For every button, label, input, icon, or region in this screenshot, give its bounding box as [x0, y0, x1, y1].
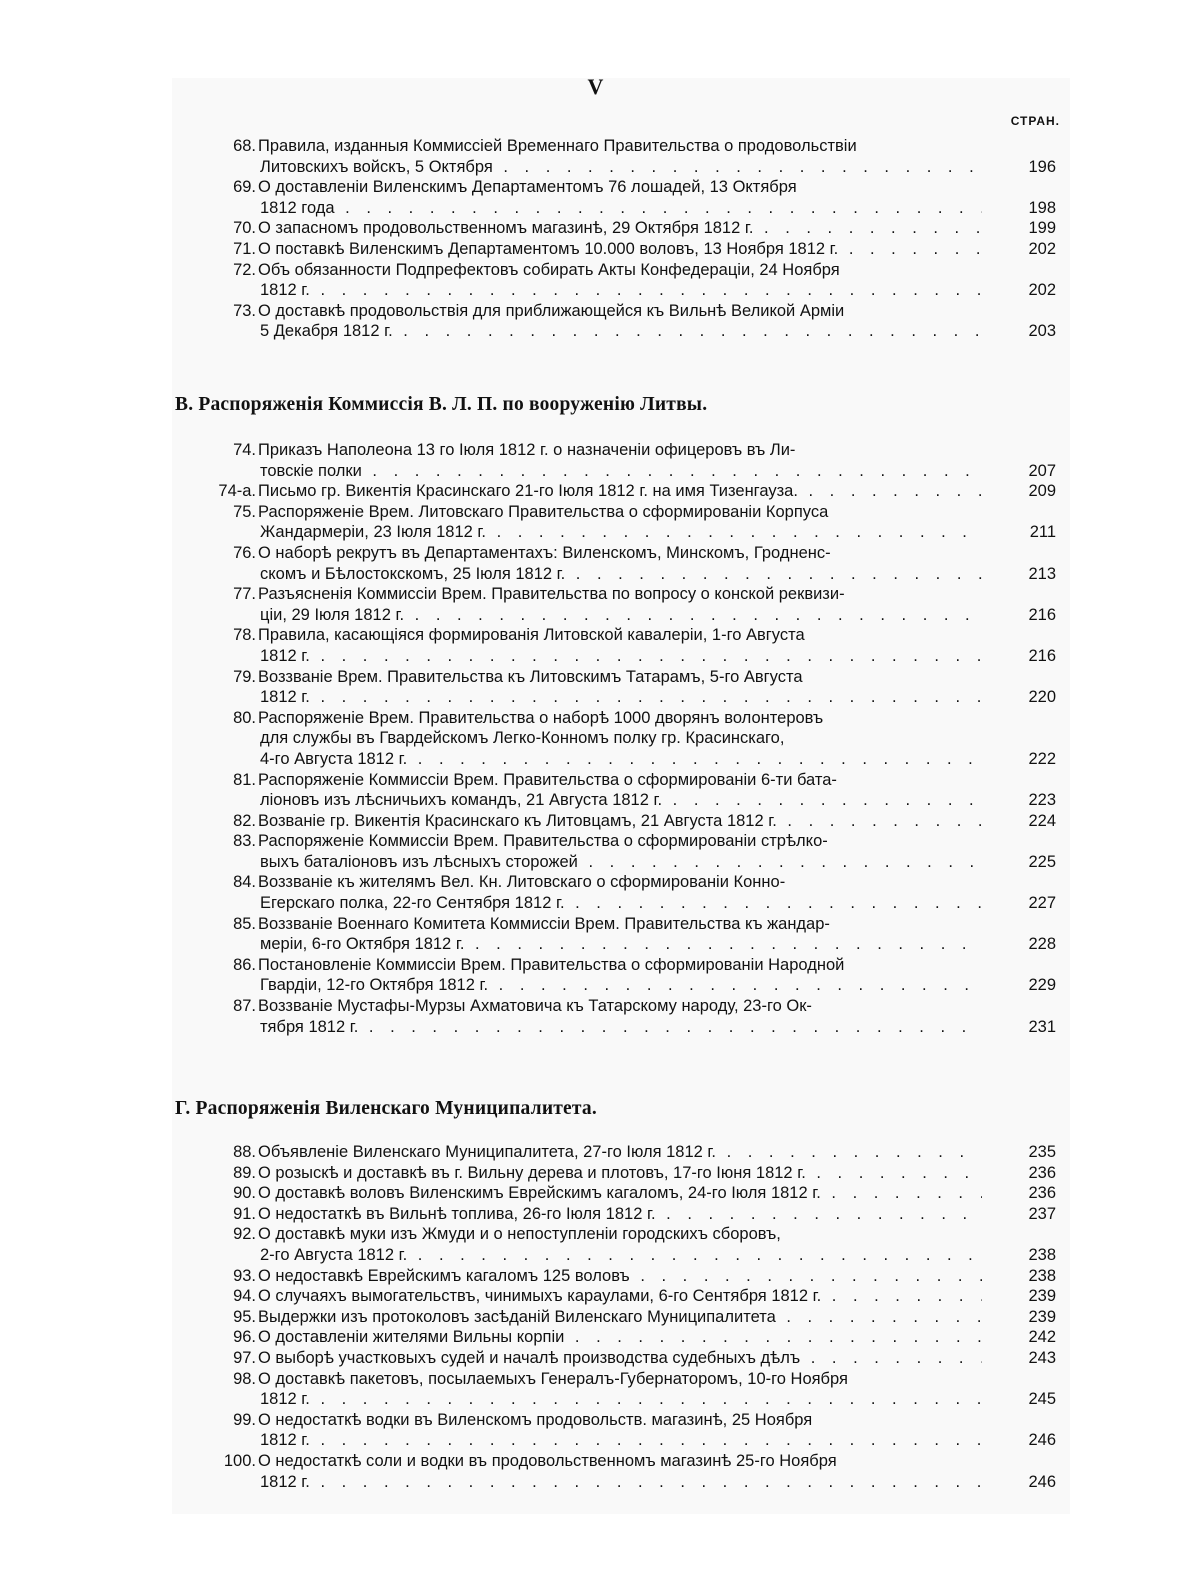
entry-page-number: 213 — [1028, 564, 1056, 583]
entry-title-line: Выдержки изъ протоколовъ засѣданій Виленскаго Муниципалитета . . . — [258, 1307, 982, 1328]
entry-title-line: Распоряженіе Коммиссіи Врем. Правительства о сформированіи стрѣлко- — [258, 832, 828, 851]
entry-title-line: Правила, изданныя Коммиссіей Временнаго Правительства о продовольствіи — [258, 137, 857, 155]
entry-title-line: тября 1812 г. . . . — [258, 1017, 982, 1038]
entry-title-line: О запасномъ продовольственномъ магазинѣ, 29 Октября 1812 г. . . . — [258, 218, 982, 239]
entry-number: 91. — [233, 1204, 256, 1223]
toc-entry[interactable] — [200, 1451, 1060, 1492]
entry-page-number: 229 — [1028, 976, 1056, 995]
entry-page-number: 237 — [1028, 1204, 1056, 1223]
toc-entry[interactable] — [200, 625, 1060, 666]
entry-title — [258, 239, 982, 260]
section-title-v: В. Распоряженія Коммиссія В. Л. П. по вооруженію Литвы. — [175, 394, 708, 415]
entry-page-number: 220 — [1028, 688, 1056, 707]
entry-title-line: О доставкѣ муки изъ Жмуди и о непоступленіи городскихъ сборовъ, — [258, 1225, 781, 1244]
section-title-g: Г. Распоряженія Виленскаго Муниципалитета. — [175, 1098, 597, 1119]
entry-title — [258, 914, 982, 955]
toc-entry[interactable] — [200, 914, 1060, 955]
entry-title-line: 4-го Августа 1812 г. . . . — [258, 749, 982, 770]
toc-entry[interactable] — [200, 1142, 1060, 1163]
toc-entry[interactable] — [200, 1204, 1060, 1225]
toc-entry[interactable] — [200, 667, 1060, 708]
entry-title-line: Распоряженіе Коммиссіи Врем. Правительства о сформированіи 6-ти бата- — [258, 770, 837, 789]
entry-title — [258, 584, 982, 625]
entry-number: 97. — [233, 1348, 256, 1367]
entry-title — [258, 955, 982, 996]
entry-title-line: 5 Декабря 1812 г. . . . — [258, 321, 982, 342]
entry-number: 75. — [233, 502, 256, 521]
entry-title — [258, 440, 982, 481]
entry-title-line: Воззваніе Военнаго Комитета Коммиссіи Врем. Правительства къ жандар- — [258, 914, 830, 933]
toc-entry[interactable] — [200, 1163, 1060, 1184]
entry-title-line: О поставкѣ Виленскимъ Департаментомъ 10.000 воловъ, 13 Ноября 1812 г. . . . — [258, 239, 982, 260]
entry-title — [258, 1307, 982, 1328]
toc-entry[interactable] — [200, 955, 1060, 996]
entry-number: 93. — [233, 1266, 256, 1285]
entry-title-line: Жандармеріи, 23 Іюля 1812 г. . . . — [258, 522, 982, 543]
toc-entry[interactable] — [200, 770, 1060, 811]
entry-page-number: 216 — [1028, 605, 1056, 624]
entry-page-number: 223 — [1028, 791, 1056, 810]
entry-title-line: О доставкѣ продовольствія для приближающейся къ Вильнѣ Великой Арміи — [258, 301, 845, 320]
entry-number: 99. — [233, 1410, 256, 1429]
entry-page-number: 231 — [1028, 1017, 1056, 1036]
entry-title-line: 1812 г. . . . — [258, 687, 982, 708]
entry-title-line: О розыскѣ и доставкѣ въ г. Вильну дерева и плотовъ, 17-го Іюня 1812 г. . . . — [258, 1163, 982, 1184]
toc-entry[interactable] — [200, 239, 1060, 260]
toc-entry[interactable] — [200, 872, 1060, 913]
entry-number: 82. — [233, 811, 256, 830]
entry-number: 89. — [233, 1163, 256, 1182]
toc-entry[interactable] — [200, 1327, 1060, 1348]
entry-title-line: 1812 г. . . . — [258, 1430, 982, 1451]
toc-entry[interactable] — [200, 260, 1060, 301]
entry-page-number: 238 — [1028, 1245, 1056, 1264]
entry-page-number: 235 — [1028, 1143, 1056, 1161]
entry-title — [258, 1204, 982, 1225]
entry-title — [258, 543, 982, 584]
entry-title — [258, 1451, 982, 1492]
entry-page-number: 225 — [1028, 852, 1056, 871]
toc-entry[interactable] — [200, 1286, 1060, 1307]
toc-entry[interactable] — [200, 1410, 1060, 1451]
entry-title-line: Распоряженіе Врем. Литовскаго Правительства о сформированіи Корпуса — [258, 502, 829, 521]
entry-title — [258, 1183, 982, 1204]
entry-title-line: О случаяхъ вымогательствъ, чинимыхъ караулами, 6-го Сентября 1812 г. . . . — [258, 1286, 982, 1307]
entry-title — [258, 301, 982, 342]
entry-title — [258, 1327, 982, 1348]
entry-page-number: 239 — [1028, 1307, 1056, 1326]
entry-number: 98. — [233, 1369, 256, 1388]
entry-title — [258, 1224, 982, 1265]
entry-page-number: 196 — [1028, 157, 1056, 176]
toc-entry[interactable] — [200, 996, 1060, 1037]
entry-number: 100. — [223, 1451, 256, 1470]
entry-title-line: 1812 г. . . . — [258, 646, 982, 667]
toc-entry[interactable] — [200, 831, 1060, 872]
entry-number: 95. — [233, 1307, 256, 1326]
entry-number: 83. — [233, 832, 256, 851]
entry-title-line: 1812 года . . . — [258, 198, 982, 219]
entry-title — [258, 1163, 982, 1184]
entry-title-line: Правила, касающіяся формированія Литовской кавалеріи, 1-го Августа — [258, 626, 805, 645]
toc-entry[interactable] — [200, 502, 1060, 543]
entry-title-line: О доставленіи жителями Вильны корпіи . . . — [258, 1327, 982, 1348]
entry-title-line: для службы въ Гвардейскомъ Легко-Конномъ полку гр. Красинскаго, — [260, 729, 785, 748]
toc-entry[interactable] — [200, 136, 1060, 177]
entry-title-line: Объявленіе Виленскаго Муниципалитета, 27-го Іюля 1812 г. . . . — [258, 1142, 982, 1163]
entry-title-line: О недоставкѣ Еврейскимъ кагаломъ 125 воловъ . . . — [258, 1266, 982, 1287]
entry-title — [258, 1348, 982, 1369]
entry-title — [258, 708, 982, 770]
entry-number: 71. — [233, 239, 256, 258]
toc-entry[interactable] — [200, 1369, 1060, 1410]
entry-title-line: Литовскихъ войскъ, 5 Октября . . . — [258, 157, 982, 178]
entry-title-line: О недостаткѣ въ Вильнѣ топлива, 26-го Іюля 1812 г. . . . — [258, 1204, 982, 1225]
toc-entry[interactable] — [200, 177, 1060, 218]
toc-entry[interactable] — [200, 1183, 1060, 1204]
entry-title-line: Распоряженіе Врем. Правительства о наборѣ 1000 дворянъ волонтеровъ — [258, 708, 824, 727]
entry-title-line: выхъ баталіоновъ изъ лѣсныхъ сторожей . . . — [258, 852, 982, 873]
pages-column-label: СТРАН. — [1010, 114, 1060, 128]
entry-title-line: Воззваніе къ жителямъ Вел. Кн. Литовскаго о сформированіи Конно- — [258, 873, 786, 892]
entry-title-line: Егерскаго полка, 22-го Сентября 1812 г. . . . — [258, 893, 982, 914]
entry-title-line: товскіе полки . . . — [258, 461, 982, 482]
entry-title-line: О выборѣ участковыхъ судей и началѣ производства судебныхъ дѣлъ . . . — [258, 1348, 982, 1369]
entry-number: 88. — [233, 1143, 256, 1161]
entry-number: 79. — [233, 667, 256, 686]
entry-title — [258, 770, 982, 811]
entry-number: 90. — [233, 1184, 256, 1203]
toc-entry[interactable] — [200, 811, 1060, 832]
entry-title — [258, 811, 982, 832]
entry-title — [258, 260, 982, 301]
entry-title-line: 1812 г. . . . — [258, 1389, 982, 1410]
entry-title — [258, 481, 982, 502]
entry-number: 85. — [233, 914, 256, 933]
entry-title — [258, 1286, 982, 1307]
entry-number: 81. — [233, 770, 256, 789]
entry-title-line: 1812 г. . . . — [258, 280, 982, 301]
entry-title — [258, 1266, 982, 1287]
entry-page-number: 202 — [1028, 239, 1056, 258]
entry-title — [258, 218, 982, 239]
entry-page-number: 216 — [1028, 646, 1056, 665]
entry-title-line: Возваніе гр. Викентія Красинскаго къ Литовцамъ, 21 Августа 1812 г. . . . — [258, 811, 982, 832]
entry-title — [258, 996, 982, 1037]
entry-page-number: 207 — [1028, 461, 1056, 480]
entry-title — [258, 1142, 982, 1163]
entry-page-number: 236 — [1028, 1163, 1056, 1182]
toc-entry[interactable] — [200, 440, 1060, 481]
entry-number: 69. — [233, 178, 256, 197]
entry-page-number: 198 — [1028, 198, 1056, 217]
entry-page-number: 243 — [1028, 1348, 1056, 1367]
toc-entry[interactable] — [200, 543, 1060, 584]
entry-title-line: Гвардіи, 12-го Октября 1812 г. . . . — [258, 975, 982, 996]
entry-page-number: 227 — [1028, 894, 1056, 913]
entry-page-number: 236 — [1028, 1184, 1056, 1203]
entry-title-line: Воззваніе Мустафы-Мурзы Ахматовича къ Татарскому народу, 23-го Ок- — [258, 997, 812, 1016]
entry-number: 74. — [233, 441, 256, 459]
entry-title-line: О недостаткѣ соли и водки въ продовольственномъ магазинѣ 25-го Ноября — [258, 1451, 837, 1470]
entry-title-line: 2-го Августа 1812 г. . . . — [258, 1245, 982, 1266]
entry-number: 80. — [233, 708, 256, 727]
entry-title — [258, 1369, 982, 1410]
entry-title-line: скомъ и Бѣлостокскомъ, 25 Іюля 1812 г. . . . — [258, 564, 982, 585]
entry-page-number: 199 — [1028, 219, 1056, 238]
toc-entry[interactable] — [200, 1266, 1060, 1287]
entry-page-number: 224 — [1028, 811, 1056, 830]
entry-page-number: 222 — [1028, 749, 1056, 768]
entry-page-number: 245 — [1028, 1390, 1056, 1409]
entry-number: 77. — [233, 585, 256, 604]
entry-title — [258, 502, 982, 543]
entry-number: 84. — [233, 873, 256, 892]
toc-entry[interactable] — [200, 1307, 1060, 1328]
entry-title — [258, 177, 982, 218]
entry-title-line: 1812 г. . . . — [258, 1472, 982, 1493]
entry-page-number: 242 — [1028, 1328, 1056, 1347]
entry-number: 70. — [233, 219, 256, 238]
entry-title — [258, 1410, 982, 1451]
entry-page-number: 246 — [1028, 1431, 1056, 1450]
entry-number: 74-а. — [218, 482, 256, 501]
entry-title-line: Постановленіе Коммиссіи Врем. Правительства о сформированіи Народной — [258, 955, 845, 974]
entry-page-number: 246 — [1028, 1472, 1056, 1491]
entry-page-number: 211 — [1029, 523, 1056, 542]
entry-title-line: Объ обязанности Подпрефектовъ собирать Акты Конфедераціи, 24 Ноября — [258, 260, 840, 279]
entry-title — [258, 136, 982, 177]
entry-number: 86. — [233, 955, 256, 974]
toc-entry[interactable] — [200, 481, 1060, 502]
entry-title — [258, 872, 982, 913]
entry-title-line: Воззваніе Врем. Правительства къ Литовскимъ Татарамъ, 5-го Августа — [258, 667, 803, 686]
toc-list-section-v — [200, 440, 1060, 1037]
entry-title-line: ліоновъ изъ лѣсничьихъ командъ, 21 Августа 1812 г. . . . — [258, 790, 982, 811]
page-number: V — [587, 74, 604, 99]
entry-number: 78. — [233, 626, 256, 645]
entry-title-line: Приказъ Наполеона 13 го Іюля 1812 г. о назначеніи офицеровъ въ Ли- — [258, 441, 796, 459]
entry-page-number: 209 — [1028, 482, 1056, 501]
entry-number: 96. — [233, 1328, 256, 1347]
entry-title — [258, 667, 982, 708]
entry-title-line: О доставкѣ воловъ Виленскимъ Еврейскимъ кагаломъ, 24-го Іюля 1812 г. . . . — [258, 1183, 982, 1204]
entry-title-line: меріи, 6-го Октября 1812 г. . . . — [258, 934, 982, 955]
entry-page-number: 239 — [1028, 1287, 1056, 1306]
entry-page-number: 203 — [1028, 322, 1056, 341]
toc-entry[interactable] — [200, 1224, 1060, 1265]
entry-number: 73. — [233, 301, 256, 320]
entry-title — [258, 831, 982, 872]
toc-list-continued — [200, 136, 1060, 342]
entry-number: 68. — [233, 137, 256, 155]
toc-entry[interactable] — [200, 708, 1060, 770]
entry-number: 72. — [233, 260, 256, 279]
entry-number: 94. — [233, 1287, 256, 1306]
toc-list-section-g — [200, 1142, 1060, 1492]
toc-entry[interactable] — [200, 1348, 1060, 1369]
entry-page-number: 238 — [1028, 1266, 1056, 1285]
entry-title — [258, 625, 982, 666]
toc-entry[interactable] — [200, 218, 1060, 239]
entry-title-line: О доставленіи Виленскимъ Департаментомъ 76 лошадей, 13 Октября — [258, 178, 797, 197]
entry-title-line: Письмо гр. Викентія Красинскаго 21-го Іюля 1812 г. на имя Тизенгауза. . . . — [258, 481, 982, 502]
entry-page-number: 228 — [1028, 935, 1056, 954]
entry-title-line: О доставкѣ пакетовъ, посылаемыхъ Генералъ-Губернаторомъ, 10-го Ноября — [258, 1369, 848, 1388]
entry-title-line: О недостаткѣ водки въ Виленскомъ продовольств. магазинѣ, 25 Ноября — [258, 1410, 813, 1429]
entry-title-line: Разъясненія Коммиссіи Врем. Правительства по вопросу о конской реквизи- — [258, 585, 845, 604]
entry-page-number: 202 — [1028, 281, 1056, 300]
toc-entry[interactable] — [200, 301, 1060, 342]
toc-entry[interactable] — [200, 584, 1060, 625]
entry-number: 92. — [233, 1225, 256, 1244]
entry-title-line: ціи, 29 Іюля 1812 г. . . . — [258, 605, 982, 626]
entry-title-line: О наборѣ рекрутъ въ Департаментахъ: Виленскомъ, Минскомъ, Гродненс- — [258, 543, 831, 562]
entry-number: 76. — [233, 543, 256, 562]
entry-number: 87. — [233, 997, 256, 1016]
